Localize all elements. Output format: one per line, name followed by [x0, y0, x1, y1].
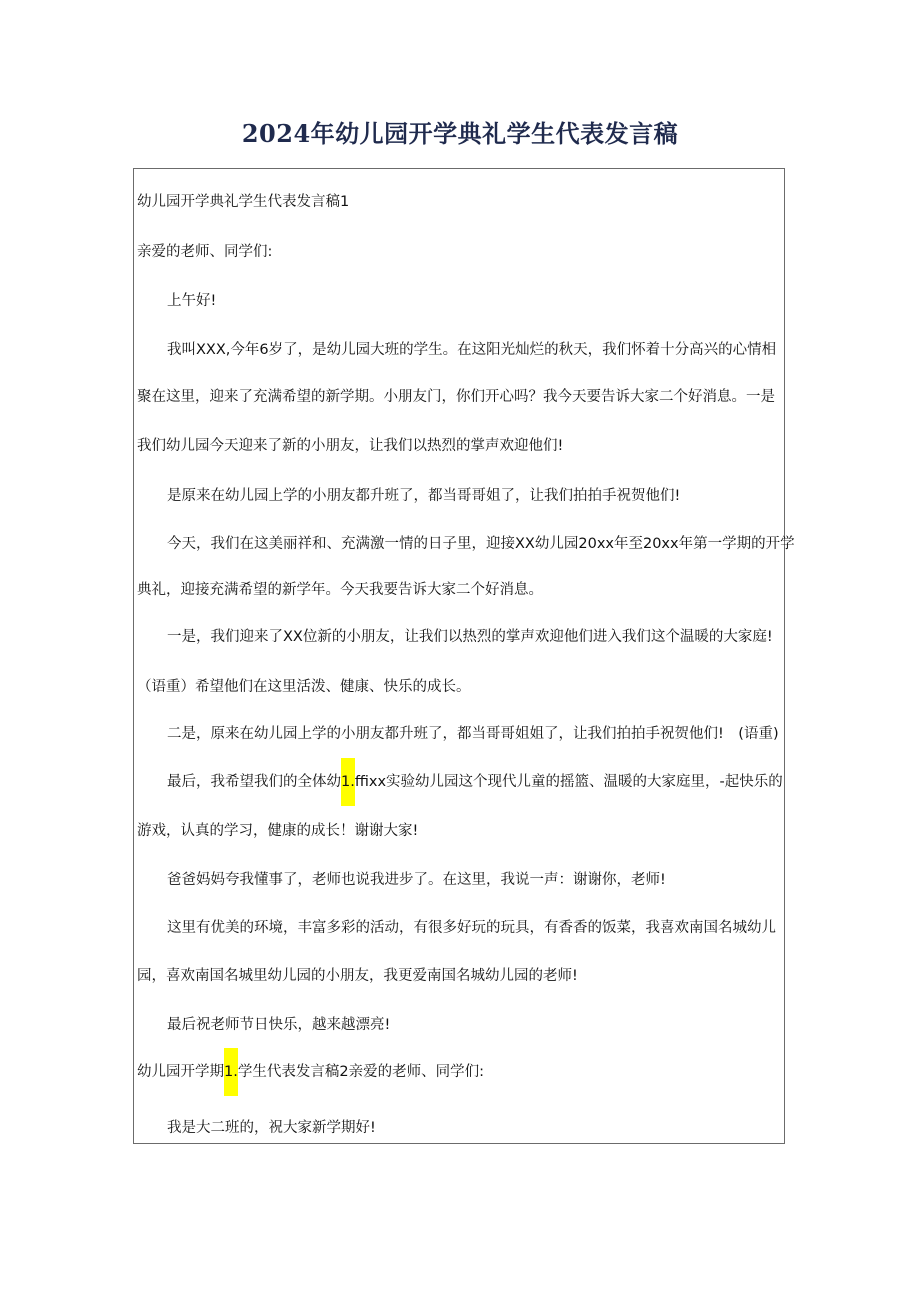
paragraph-line: 这里有优美的环境，丰富多彩的活动，有很多好玩的玩具，有香香的饭菜，我喜欢南国名城幼儿 [167, 920, 776, 936]
document-title: 2024年幼儿园开学典礼学生代表发言稿 [241, 119, 679, 148]
paragraph-line: 我叫XXX,今年6岁了，是幼儿园大班的学生。在这阳光灿烂的秋天，我们怀着十分高兴的心情相 [167, 342, 777, 358]
paragraph-line: 是原来在幼儿园上学的小朋友都升班了，都当哥哥姐了，让我们拍拍手祝贺他们! [167, 488, 681, 504]
paragraph-line: （语重）希望他们在这里活泼、健康、快乐的成长。 [137, 679, 471, 695]
section-heading-2 [137, 1062, 484, 1082]
salutation: 亲爱的老师、同学们: [137, 244, 273, 260]
text-segment: 学生代表发言稿2亲爱的老师、同学们: [237, 1064, 484, 1080]
paragraph-line: 游戏，认真的学习，健康的成长！谢谢大家! [137, 823, 419, 839]
highlight-mark: 1. [224, 1048, 238, 1096]
paragraph-line: 我们幼儿园今天迎来了新的小朋友，让我们以热烈的掌声欢迎他们! [137, 438, 564, 454]
text-segment: 幼儿园开学期 [137, 1064, 224, 1080]
content-frame [133, 168, 785, 1144]
text-segment: 最后，我希望我们的全体幼 [167, 774, 341, 790]
highlight-mark: 1. [341, 758, 355, 806]
paragraph-line: 爸爸妈妈夸我懂事了，老师也说我进步了。在这里，我说一声：谢谢你，老师! [167, 872, 666, 888]
paragraph-line-highlighted [167, 772, 783, 792]
paragraph-line: 今天，我们在这美丽祥和、充满激一情的日子里，迎接XX幼儿园20xx年至20xx年第一学期的开学 [167, 536, 795, 552]
paragraph-line: 一是，我们迎来了XX位新的小朋友，让我们以热烈的掌声欢迎他们进入我们这个温暖的大家庭! [167, 629, 773, 645]
paragraph-line: 聚在这里，迎来了充满希望的新学期。小朋友门，你们开心吗？我今天要告诉大家二个好消息。一是 [137, 389, 775, 405]
paragraph-line: 我是大二班的，祝大家新学期好! [167, 1120, 376, 1136]
paragraph-line: 二是，原来在幼儿园上学的小朋友都升班了，都当哥哥姐姐了，让我们拍拍手祝贺他们! (语重) [167, 726, 779, 742]
greeting: 上午好! [167, 293, 217, 309]
paragraph-line: 园，喜欢南国名城里幼儿园的小朋友，我更爱南国名城幼儿园的老师! [137, 968, 578, 984]
paragraph-line: 典礼，迎接充满希望的新学年。今天我要告诉大家二个好消息。 [137, 582, 543, 598]
section-heading-1: 幼儿园开学典礼学生代表发言稿1 [137, 194, 350, 210]
paragraph-line: 最后祝老师节日快乐，越来越漂亮! [167, 1017, 391, 1033]
text-segment: ffixx实验幼儿园这个现代儿童的摇篮、温暖的大家庭里，-起快乐的 [354, 774, 783, 790]
